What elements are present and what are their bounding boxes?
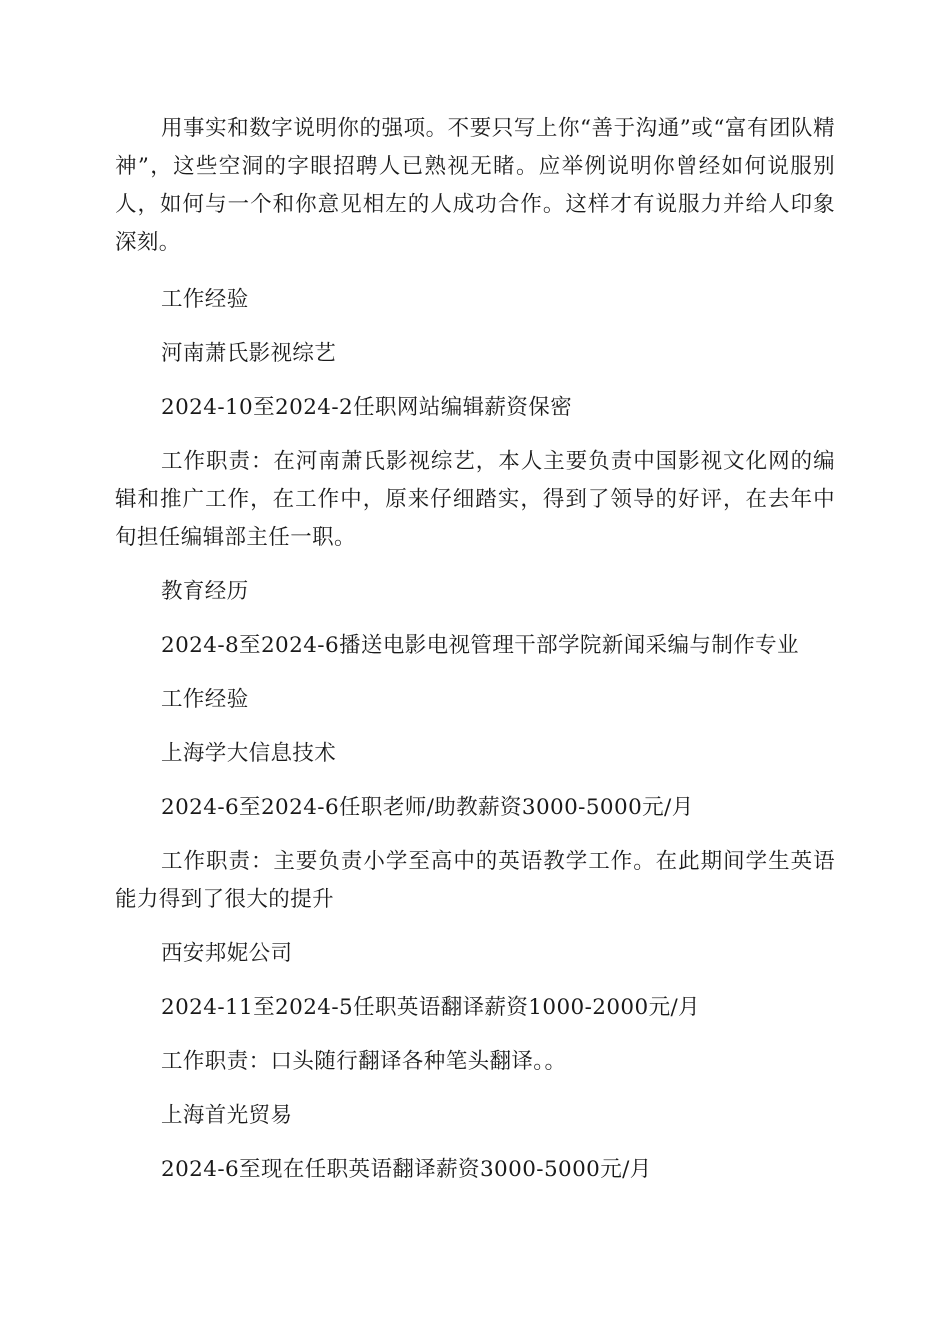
job-duties: 工作职责：口头随行翻译各种笔头翻译。。: [161, 1049, 567, 1074]
job-period: 2024-11至2024-5任职英语翻译薪资1000-2000元/月: [161, 995, 701, 1020]
section-heading-work-experience: 工作经验: [161, 287, 249, 312]
company-name: 上海首光贸易: [161, 1103, 293, 1128]
job-period: 2024-10至2024-2任职网站编辑薪资保密: [161, 395, 573, 420]
job-period: 2024-6至2024-6任职老师/助教薪资3000-5000元/月: [161, 795, 694, 820]
education-entry: 2024-8至2024-6播送电影电视管理干部学院新闻采编与制作专业: [161, 633, 799, 658]
company-name: 西安邦妮公司: [161, 941, 293, 966]
section-heading-education: 教育经历: [161, 579, 249, 604]
company-name: 河南萧氏影视综艺: [161, 341, 337, 366]
company-name: 上海学大信息技术: [161, 741, 337, 766]
job-duties: 工作职责：在河南萧氏影视综艺，本人主要负责中国影视文化网的编辑和推广工作，在工作中，原来仔细踏实，得到了领导的好评，在去年中旬担任编辑部主任一职。: [115, 449, 835, 550]
document-body: [115, 110, 835, 1189]
job-period: 2024-6至现在任职英语翻译薪资3000-5000元/月: [161, 1157, 652, 1182]
job-duties: 工作职责：主要负责小学至高中的英语教学工作。在此期间学生英语能力得到了很大的提升: [115, 849, 835, 912]
section-heading-work-experience: 工作经验: [161, 687, 249, 712]
intro-paragraph: 用事实和数字说明你的强项。不要只写上你“善于沟通”或“富有团队精神”，这些空洞的字眼招聘人已熟视无睹。应举例说明你曾经如何说服别人，如何与一个和你意见相左的人成功合作。这样才有说服力并给人印象深刻。: [115, 116, 835, 255]
